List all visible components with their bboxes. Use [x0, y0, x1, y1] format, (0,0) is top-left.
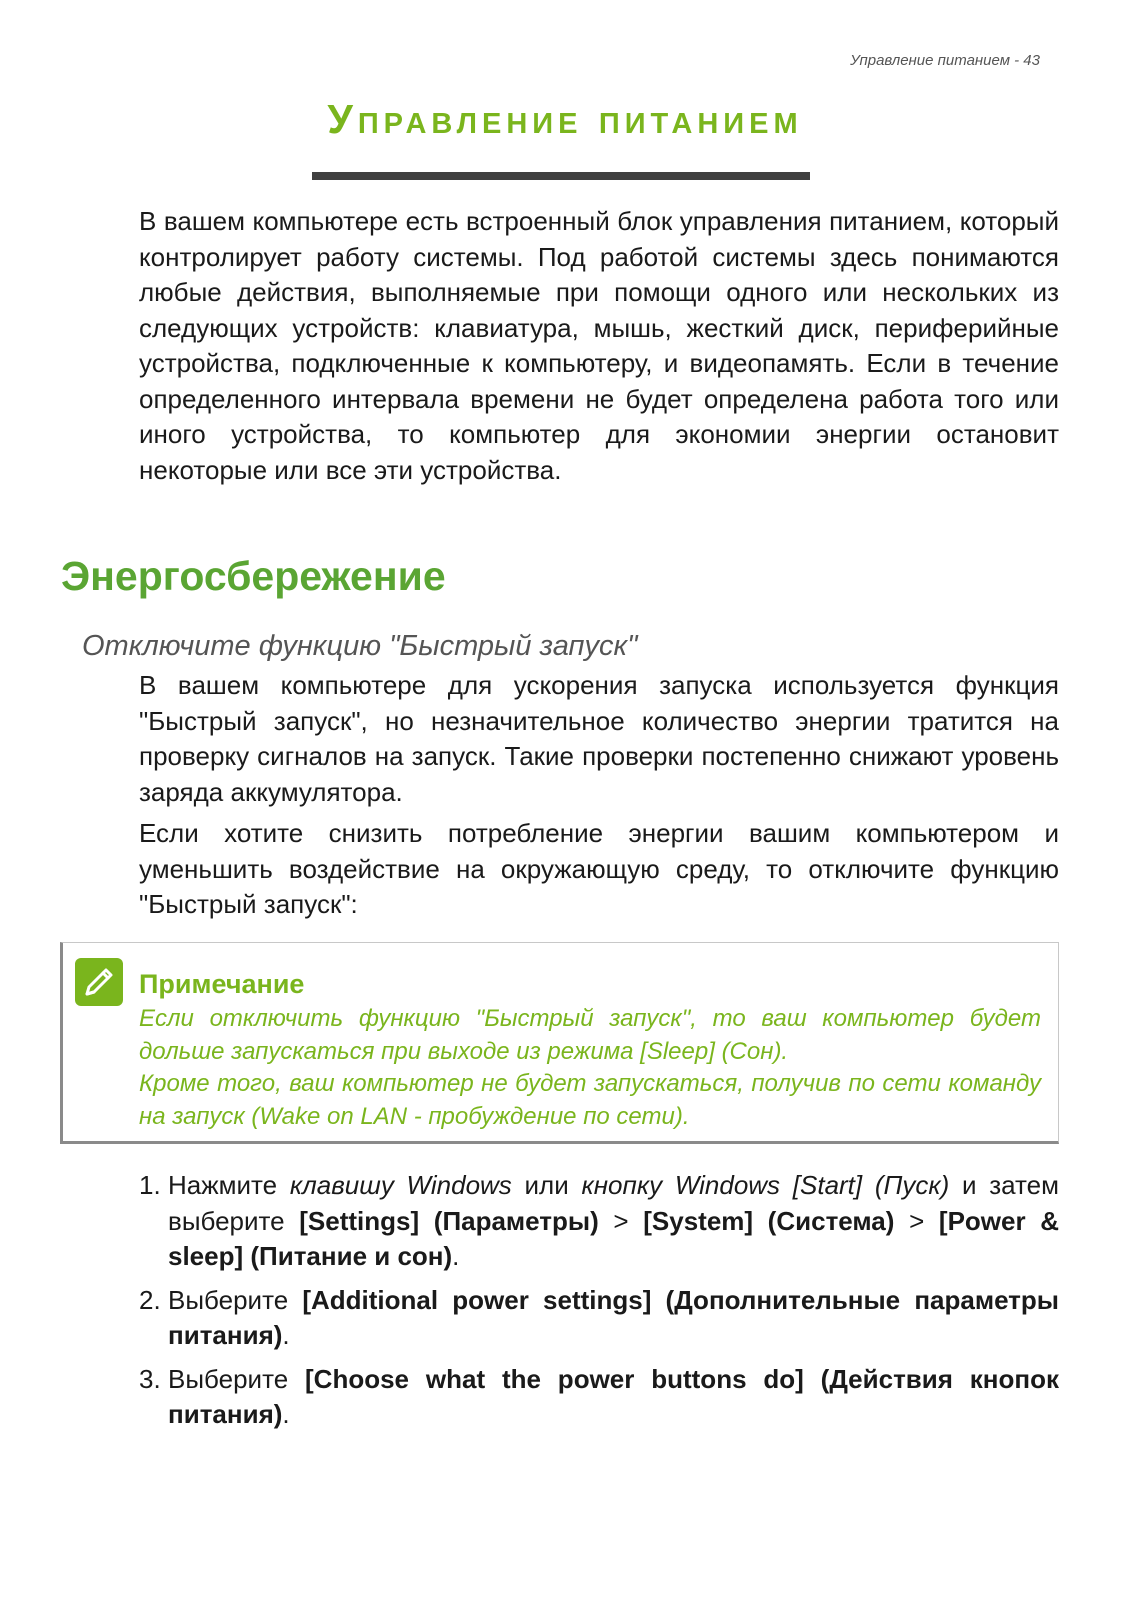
note-body — [139, 1003, 1041, 1133]
step-number: 2. — [139, 1284, 161, 1315]
step-ui-path: [Additional power settings] (Дополнительные параметры питания) — [168, 1284, 1060, 1350]
step-item — [139, 1283, 1059, 1354]
step-ui-path: [Power & sleep] (Питание и сон) — [168, 1205, 1060, 1271]
step-text-italic: клавишу Windows — [289, 1170, 512, 1200]
note-text-2: Кроме того, ваш компьютер не будет запускаться, получив по сети команду на запуск (Wake on LAN - пробуждение по сети). — [139, 1070, 1041, 1130]
pencil-icon — [75, 958, 123, 1006]
step-text: Выберите — [168, 1284, 303, 1315]
step-text: и затем выберите — [168, 1170, 1059, 1236]
section-paragraph-2: Если хотите снизить потребление энергии вашим компьютером и уменьшить воздействие на окружающую среду, то отключите функцию "Быстрый запуск": — [139, 818, 1059, 919]
step-number: 1. — [139, 1170, 161, 1200]
note-title: Примечание — [139, 969, 305, 999]
intro-paragraph: В вашем компьютере есть встроенный блок управления питанием, который контролирует работу системы. Под работой системы здесь понимаются любые действия, выполняемые при помощи одного или нескольких из следующих устройств: клавиатура, мышь, жесткий диск, периферийные устройства, подключенные к компьютеру, и видеопамять. Если в течение определенного интервала времени не будет определена работа того или иного устройства, то компьютер для экономии энергии остановит некоторые или все эти устройства. — [139, 206, 1059, 485]
step-text: > — [598, 1205, 644, 1236]
step-text: или — [511, 1170, 582, 1200]
step-text: . — [282, 1399, 290, 1429]
note-text-1: Если отключить функцию "Быстрый запуск", то ваш компьютер будет дольше запускаться при выходе из режима [Sleep] (Сон). — [139, 1005, 1041, 1065]
note-box — [60, 942, 1059, 1144]
step-ui-path: [System] (Система) — [643, 1205, 895, 1236]
step-text: Нажмите — [168, 1170, 290, 1200]
step-number: 3. — [139, 1363, 161, 1394]
chapter-title: Управление питанием — [327, 96, 803, 142]
step-text-italic: кнопку Windows [Start] (Пуск) — [581, 1170, 950, 1200]
chapter-title-rule — [312, 172, 810, 180]
step-text: Выберите — [168, 1363, 306, 1394]
step-ui-path: [Choose what the power buttons do] (Действия кнопок питания) — [168, 1363, 1059, 1429]
step-item — [139, 1362, 1059, 1433]
section-paragraph-1: В вашем компьютере для ускорения запуска используется функция "Быстрый запуск", но незначительное количество энергии тратится на проверку сигналов на запуск. Такие проверки постепенно снижают уровень заряда аккумулятора. — [139, 670, 1059, 807]
running-header: Управление питанием - 43 — [850, 52, 1040, 69]
section-heading: Энергосбережение — [61, 553, 446, 599]
step-text: . — [282, 1320, 290, 1350]
step-text: > — [894, 1205, 939, 1236]
step-text: . — [452, 1241, 460, 1271]
step-item — [139, 1168, 1059, 1275]
subsection-heading: Отключите функцию "Быстрый запуск" — [82, 630, 638, 662]
steps-list — [139, 1168, 1059, 1441]
step-ui-path: [Settings] (Параметры) — [299, 1205, 599, 1236]
